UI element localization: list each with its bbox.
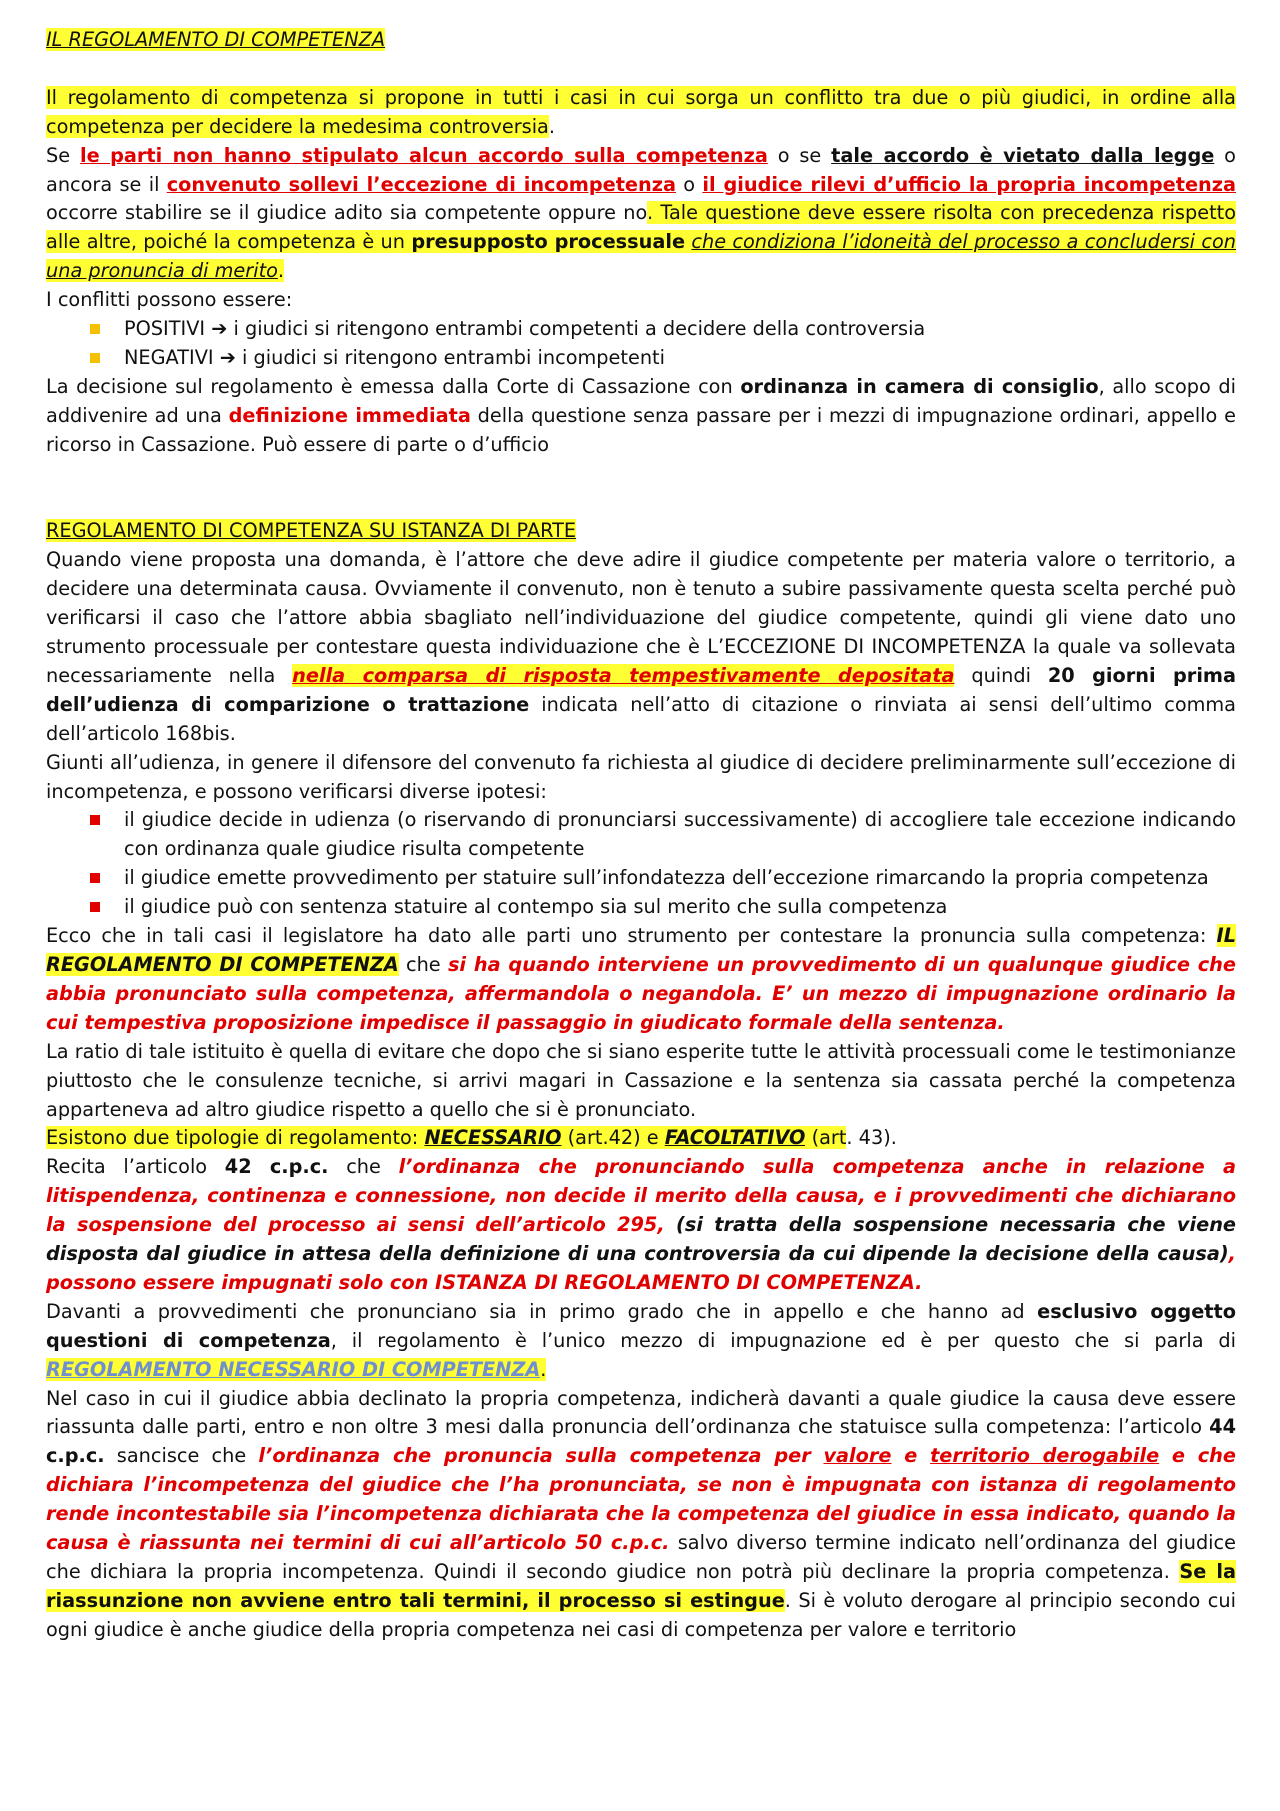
paragraph-exception: Quando viene proposta una domanda, è l’attore che deve adire il giudice competente per materia valore o territorio, a decidere una determinata causa. Ovviamente il convenuto, non è tenuto a subire passivamente questa scelta perché può verificarsi il caso che l’attore abbia sbagliato nell’individuazione del giudice competente, quindi gli viene dato uno strumento processuale per contestare questa individuazione che è L’ECCEZIONE DI INCOMPETENZA la quale va sollevata necessariamente nella nella comparsa di risposta tempestivamente depositata quindi 20 giorni prima dell’udienza di comparizione o trattazione indicata nell’atto di citazione o rinviata ai sensi dell’ultimo comma dell’articolo 168bis. [46, 548, 1237, 745]
list-item: POSITIVI ➔ i giudici si ritengono entrambi competenti a decidere della controversia [46, 315, 1236, 344]
paragraph-ratio: La ratio di tale istituito è quella di evitare che dopo che si siano esperite tutte le attività processuali come le testimonianze piuttosto che le consulenze tecniche, si arrivi magari in Cassazione e la sentenza sia cassata perché la competenza apparteneva ad altro giudice rispetto a quello che si è pronunciato. [46, 1039, 1236, 1121]
list-item: il giudice emette provvedimento per statuire sull’infondatezza dell’eccezione rimarcando la propria competenza [46, 864, 1236, 893]
paragraph-definition: Ecco che in tali casi il legislatore ha dato alle parti uno strumento per contestare la pronuncia sulla competenza: IL REGOLAMENTO DI COMPETENZA che si ha quando interviene un provvedimento di un qualunque giudice che abbia pronunciato sulla competenza, affermandola o negandola. E’ un mezzo di impugnazione ordinario la cui tempestiva proposizione impedisce il passaggio in giudicato formale della sentenza. [46, 924, 1236, 1034]
bullet-icon [90, 815, 100, 825]
arrow-icon: ➔ [219, 345, 236, 369]
paragraph-art42: Recita l’articolo 42 c.p.c. che l’ordinanza che pronunciando sulla competenza anche in relazione a litispendenza, continenza e connessione, non decide il merito della causa, e i provvedimenti che dichiarano la sospensione del processo ai sensi dell’articolo 295, (si tratta della sospensione necessaria che viene disposta dal giudice in attesa della definizione di una controversia da cui dipende la decisione della causa), possono essere impugnati solo con ISTANZA DI REGOLAMENTO DI COMPETENZA. [46, 1155, 1236, 1294]
paragraph-hearing: Giunti all’udienza, in genere il difensore del convenuto fa richiesta al giudice di decidere preliminarmente sull’eccezione di incompetenza, e possono verificarsi diverse ipotesi: [46, 750, 1236, 803]
paragraph-conditions: Se le parti non hanno stipulato alcun accordo sulla competenza o se tale accordo è vietato dalla legge o ancora se il convenuto sollevi l’eccezione di incompetenza o il giudice rilevi d’ufficio la propria incompetenza occorre stabilire se il giudice adito sia competente oppure no. Tale questione deve essere risolta con precedenza rispetto alle altre, poiché la competenza è un presupposto processuale che condiziona l’idoneità del processo a concludersi con una pronuncia di merito. [46, 143, 1237, 283]
paragraph-types: Esistono due tipologie di regolamento: NECESSARIO (art.42) e FACOLTATIVO (art. 43). [46, 1126, 897, 1150]
conflict-list [46, 315, 1236, 373]
paragraph-conflicts: I conflitti possono essere: [46, 288, 293, 312]
paragraph-intro: Il regolamento di competenza si propone in tutti i casi in cui sorga un conflitto tra due o più giudici, in ordine alla competenza per decidere la medesima controversia. [46, 85, 1236, 138]
list-item: NEGATIVI ➔ i giudici si ritengono entrambi incompetenti [46, 344, 1236, 373]
list-item: il giudice decide in udienza (o riservando di pronunciarsi successivamente) di accogliere tale eccezione indicando con ordinanza quale giudice risulta competente [46, 806, 1236, 864]
section-title-1: IL REGOLAMENTO DI COMPETENZA [46, 28, 386, 51]
bullet-icon [90, 902, 100, 912]
bullet-icon [90, 324, 100, 334]
paragraph-art44: Nel caso in cui il giudice abbia declinato la propria competenza, indicherà davanti a quale giudice la causa deve essere riassunta dalle parti, entro e non oltre 3 mesi dalla pronuncia dell’ordinanza che statuisce sulla competenza: l’articolo 44 c.p.c. sancisce che l’ordinanza che pronuncia sulla competenza per valore e territorio derogabile e che dichiara l’incompetenza del giudice che l’ha pronunciata, se non è impugnata con istanza di regolamento rende incontestabile sia l’incompetenza dichiarata che la competenza del giudice in essa indicato, quando la causa è riassunta nei termini di cui all’articolo 50 c.p.c. salvo diverso termine indicato nell’ordinanza del giudice che dichiara la propria incompetenza. Quindi il secondo giudice non potrà più declinare la propria competenza. Se la riassunzione non avviene entro tali termini, il processo si estingue. Si è voluto derogare al principio secondo cui ogni giudice è anche giudice della propria competenza nei casi di competenza per valore e territorio [46, 1386, 1237, 1641]
spacer [46, 460, 1236, 518]
paragraph-necessary: Davanti a provvedimenti che pronunciano sia in primo grado che in appello e che hanno ad esclusivo oggetto questioni di competenza, il regolamento è l’unico mezzo di impugnazione ed è per questo che si parla di REGOLAMENTO NECESSARIO DI COMPETENZA. [46, 1299, 1236, 1381]
bullet-icon [90, 353, 100, 363]
list-item: il giudice può con sentenza statuire al contempo sia sul merito che sulla competenza [46, 893, 1236, 922]
arrow-icon: ➔ [211, 317, 228, 341]
spacer [46, 55, 1236, 84]
paragraph-decision: La decisione sul regolamento è emessa dalla Corte di Cassazione con ordinanza in camera di consiglio, allo scopo di addivenire ad una definizione immediata della questione senza passare per i mezzi di impugnazione ordinari, appello e ricorso in Cassazione. Può essere di parte o d’ufficio [46, 374, 1236, 456]
section-title-2: REGOLAMENTO DI COMPETENZA SU ISTANZA DI PARTE [46, 519, 577, 543]
bullet-icon [90, 873, 100, 883]
document-page [46, 26, 1236, 1645]
hypotheses-list [46, 806, 1236, 922]
